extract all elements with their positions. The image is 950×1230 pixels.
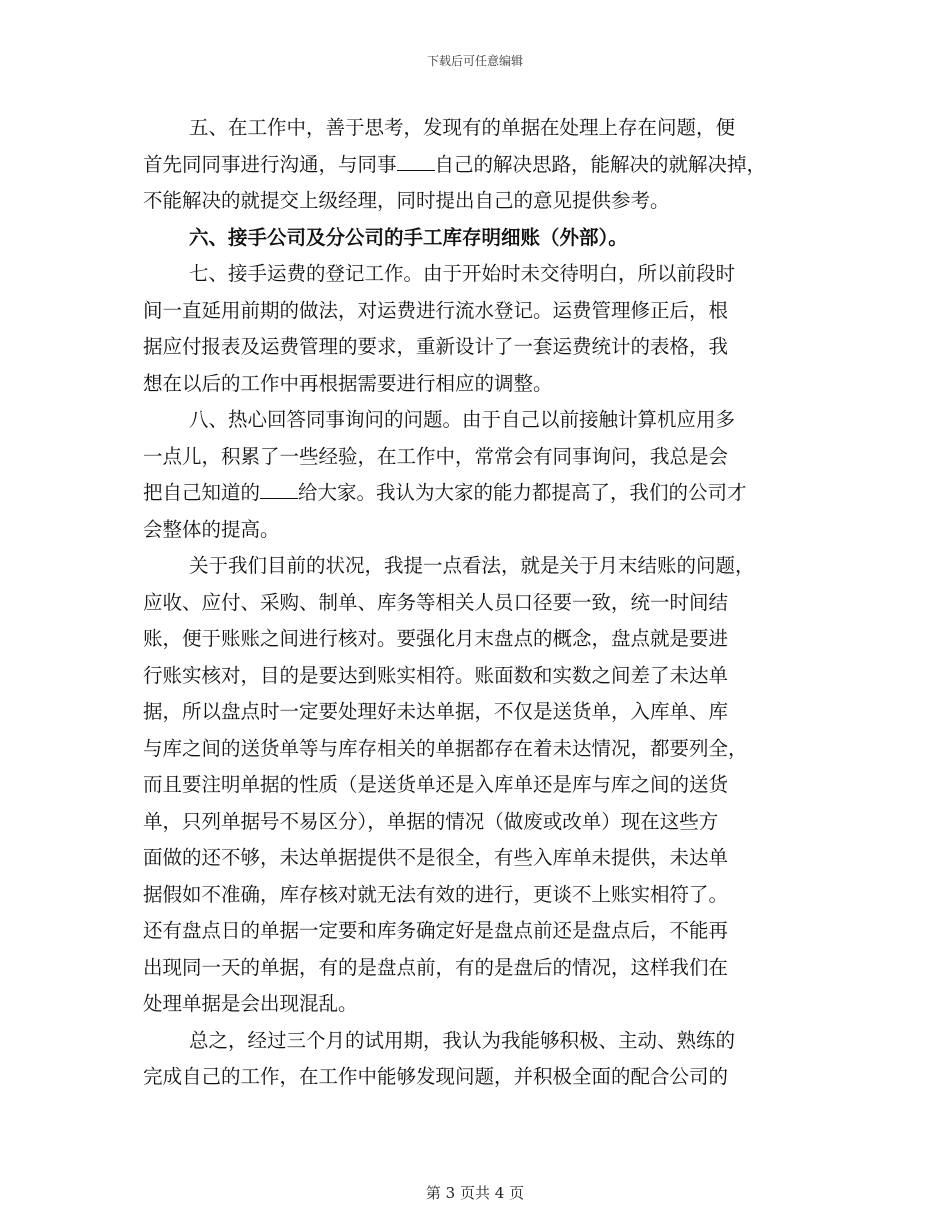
- page-footer: 第 3 页共 4 页: [425, 1184, 525, 1202]
- fill-in-blank: [397, 152, 435, 171]
- paragraph-5-line-3: 不能解决的就提交上级经理，同时提出自己的意见提供参考。: [143, 189, 670, 212]
- paragraph-8-line-4: 会整体的提高。: [143, 517, 280, 541]
- paragraph-5-line-1: 五、在工作中，善于思考，发现有的单据在处理上存在问题，便: [189, 116, 736, 139]
- paragraph-6-line-1: 六、接手公司及分公司的手工库存明细账（外部）。: [189, 225, 628, 249]
- paragraph-8-line-2: 一点儿，积累了一些经验，在工作中，常常会有同事询问，我总是会: [143, 444, 729, 468]
- paragraph-9-line-7: 而且要注明单据的性质（是送货单还是入库单还是库与库之间的送货: [143, 773, 729, 796]
- paragraph-9-line-2: 应收、应付、采购、制单、库务等相关人员口径要一致，统一时间结: [143, 590, 729, 614]
- paragraph-10-line-1: 总之，经过三个月的试用期，我认为我能够积极、主动、熟练的: [189, 1028, 736, 1052]
- paragraph-9-line-10: 据假如不准确，库存核对就无法有效的进行，更谈不上账实相符了。: [143, 882, 729, 906]
- paragraph-8-line-3-part-b: 给大家。我认为大家的能力都提高了，我们的公司才: [298, 481, 747, 504]
- paragraph-5-line-2-part-a: 首先同同事进行沟通，与同事: [143, 152, 397, 176]
- paragraph-9-line-4: 行账实核对，目的是要达到账实相符。账面数和实数之间差了未达单: [143, 663, 729, 687]
- paragraph-9-line-1: 关于我们目前的状况，我提一点看法，就是关于月末结账的问题，: [189, 554, 755, 577]
- paragraph-9-line-3: 账，便于账账之间进行核对。要强化月末盘点的概念，盘点就是要进: [143, 627, 729, 650]
- paragraph-9-line-6: 与库之间的送货单等与库存相关的单据都存在着未达情况，都要列全，: [143, 736, 748, 760]
- paragraph-7-line-4: 想在以后的工作中再根据需要进行相应的调整。: [143, 371, 553, 395]
- page-header: 下载后可任意编辑: [426, 54, 523, 68]
- paragraph-8-line-1: 八、热心回答同事询问的问题。由于自己以前接触计算机应用多: [189, 408, 736, 431]
- paragraph-8-line-3-part-a: 把自己知道的: [143, 481, 261, 504]
- fill-in-blank: [260, 480, 298, 499]
- paragraph-9-line-12: 出现同一天的单据，有的是盘点前，有的是盘后的情况，这样我们在: [143, 955, 729, 979]
- paragraph-9-line-8: 单，只列单据号不易区分），单据的情况（做废或改单）现在这些方: [143, 809, 719, 833]
- paragraph-9-line-9: 面做的还不够，未达单据提供不是很全，有些入库单未提供，未达单: [143, 846, 729, 869]
- paragraph-8-line-3: [143, 475, 807, 512]
- document-body: [143, 110, 807, 1096]
- paragraph-7-line-1: 七、接手运费的登记工作。由于开始时未交待明白，所以前段时: [189, 262, 736, 285]
- paragraph-9-line-5: 据，所以盘点时一定要处理好未达单据，不仅是送货单，入库单、库: [143, 700, 729, 723]
- paragraph-10-line-2: 完成自己的工作，在工作中能够发现问题，并积极全面的配合公司的: [143, 1065, 729, 1088]
- paragraph-5-line-2: [143, 147, 807, 184]
- paragraph-9-line-13: 处理单据是会出现混乱。: [143, 992, 358, 1015]
- paragraph-9-line-11: 还有盘点日的单据一定要和库务确定好是盘点前还是盘点后，不能再: [143, 919, 729, 942]
- paragraph-7-line-3: 据应付报表及运费管理的要求，重新设计了一套运费统计的表格，我: [143, 335, 729, 358]
- paragraph-5-line-2-part-b: 自己的解决思路，能解决的就解决掉，: [434, 152, 767, 176]
- paragraph-7-line-2: 间一直延用前期的做法，对运费进行流水登记。运费管理修正后，根: [143, 298, 729, 322]
